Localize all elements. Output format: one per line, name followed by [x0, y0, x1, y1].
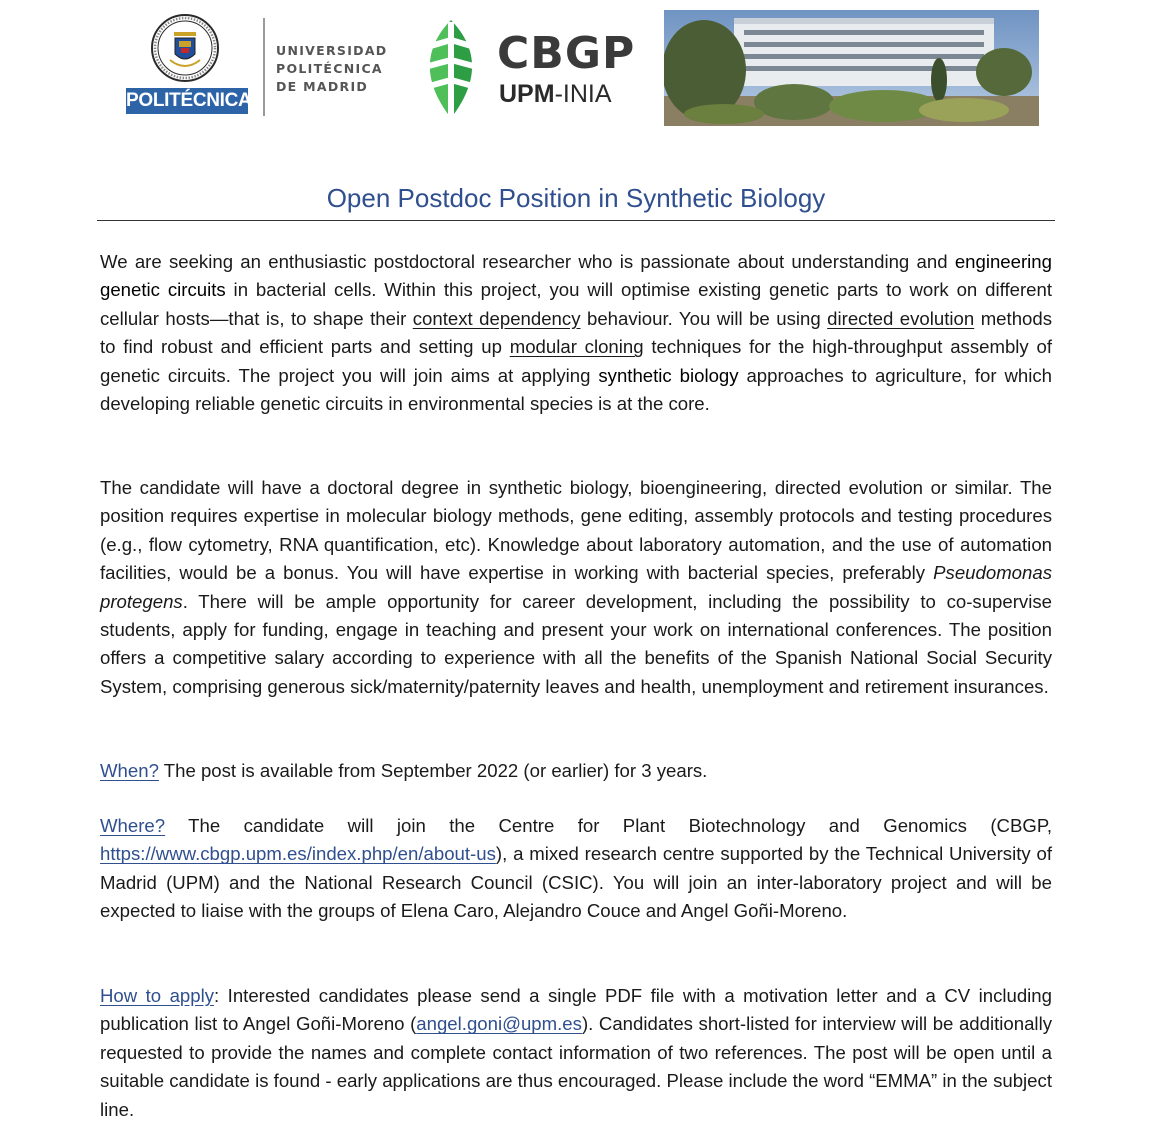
upm-logo-band: POLITÉCNICA — [126, 88, 248, 114]
text-run: The candidate will join the Centre for Plant Biotechnology and Genomics (CBGP, — [165, 815, 1052, 836]
upm-seal-logo — [148, 12, 222, 88]
text-run: The candidate will have a doctoral degree in synthetic biology, bioengineering, directed evolution or similar. The position requires expertise in molecular biology methods, gene editing, assembly protocols and testing procedures (e.g., flow cytometry, RNA quantification, etc). Knowledge about laboratory automation, and the use of automation facilities, would be a bonus. You will have expertise in working with bacterial species, preferably — [100, 477, 1052, 584]
upm-name-line: UNIVERSIDAD — [276, 43, 388, 58]
text-run: in bacterial cells. Within this project, you will optimise existing genetic parts to work on different cellular hosts—that is, to shape their — [100, 279, 1052, 329]
paragraph-candidate — [100, 474, 1052, 701]
heading-when: When? — [100, 760, 159, 781]
cbgp-sub-inia: -INIA — [554, 80, 612, 108]
text-run: ). Candidates short-listed for interview will be additionally requested to provide the names and complete contact information of two references. The post will be open until a suitable candidate is found - early applications are thus encouraged. Please include the word “EMMA” in the subject line. — [100, 1013, 1052, 1120]
text-run: techniques for the high-throughput assembly of genetic circuits. The project you will join aims at applying — [100, 336, 1053, 386]
heading-where: Where? — [100, 815, 166, 836]
upm-name-line: DE MADRID — [276, 79, 369, 94]
letterhead — [0, 0, 1155, 140]
title-divider — [97, 220, 1055, 221]
keyword-modular-cloning: modular cloning — [509, 336, 644, 358]
keyword-synthetic-biology: synthetic biology — [598, 364, 739, 386]
paragraph-when — [100, 757, 1052, 785]
page-title: Open Postdoc Position in Synthetic Biology — [326, 183, 826, 213]
keyword-directed-evolution: directed evolution — [827, 307, 975, 329]
keyword-context-dependency: context dependency — [412, 307, 581, 329]
paragraph-where — [100, 812, 1052, 926]
keyword-genetic-circuits: engineering genetic circuits — [100, 251, 1052, 301]
text-run: approaches to agriculture, for which developing reliable genetic circuits in environmental species is at the core. — [100, 364, 1052, 415]
paragraph-how-to-apply — [100, 982, 1052, 1124]
text-run: We are seeking an enthusiastic postdoctoral researcher who is passionate about understanding and — [100, 251, 955, 272]
cbgp-subtitle — [499, 80, 612, 108]
text-run: behaviour. You will be using — [580, 307, 828, 329]
building-photo — [664, 10, 1039, 126]
text-run: ), a mixed research centre supported by the Technical University of Madrid (UPM) and the National Research Council (CSIC). You will join an inter-laboratory project and will be expected to liaise with the groups of Elena Caro, Alejandro Couce and Angel Goñi-Moreno. — [100, 843, 1052, 922]
email-link[interactable]: angel.goni@upm.es — [416, 1013, 582, 1035]
species-name: Pseudomonas protegens — [100, 562, 1052, 612]
logo-divider — [263, 18, 265, 116]
text-run: methods to find robust and efficient parts and setting up — [100, 307, 1053, 358]
cbgp-url-link[interactable]: https://www.cbgp.upm.es/index.php/en/about-us — [100, 843, 496, 865]
upm-name-line: POLITÉCNICA — [276, 61, 383, 76]
heading-how-to-apply: How to apply — [100, 985, 215, 1006]
text-run: . There will be ample opportunity for career development, including the possibility to co-supervise students, apply for funding, engage in teaching and present your work on international conferences. The position offers a competitive salary according to experience with all the benefits of the Spanish National Social Security System, comprising generous sick/maternity/paternity leaves and health, unemployment and retirement insurances. — [100, 590, 1052, 697]
paragraph-project — [100, 248, 1052, 418]
cbgp-sub-upm: UPM — [499, 80, 555, 108]
cbgp-leaf-logo — [416, 18, 486, 120]
cbgp-wordmark: CBGP — [497, 28, 636, 79]
text-run: : Interested candidates please send a single PDF file with a motivation letter and a CV including publication list to Angel Goñi-Moreno ( — [100, 985, 1052, 1035]
upm-wordmark — [276, 42, 387, 96]
text-run: The post is available from September 2022 (or earlier) for 3 years. — [158, 760, 708, 781]
